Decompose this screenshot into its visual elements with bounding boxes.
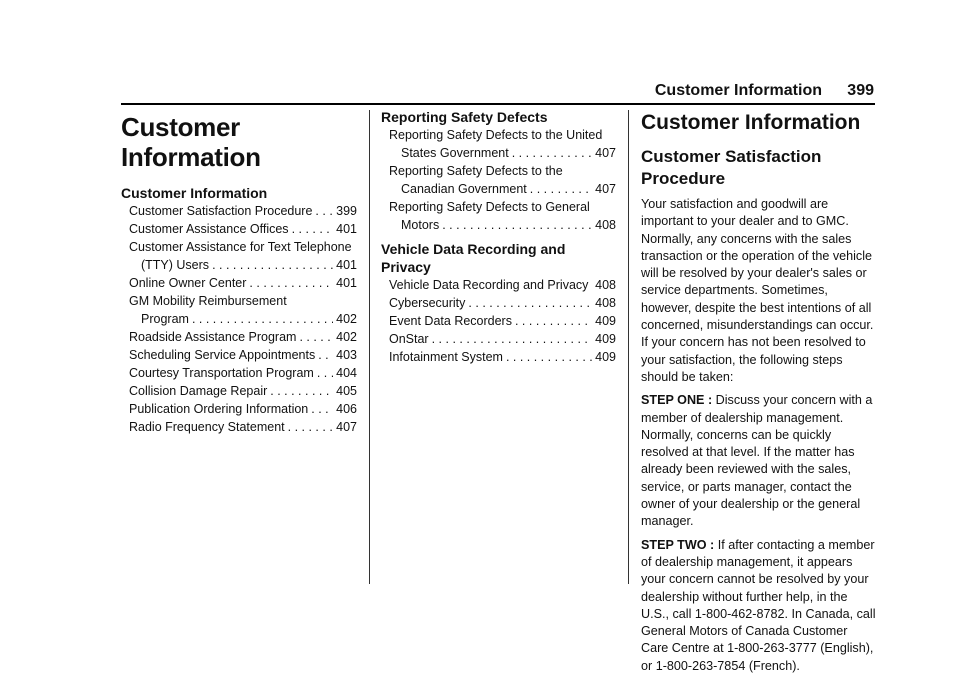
toc-entry-title-line: GM Mobility Reimbursement [129,294,287,308]
dot-leader [515,312,592,330]
toc-page-number: 402 [336,330,357,344]
toc-entry-title-line: Reporting Safety Defects to General [389,200,590,214]
toc-entry-row [381,276,616,294]
toc-entry-title: Radio Frequency Statement [129,420,285,434]
toc-page-number: 407 [595,182,616,196]
toc-entry[interactable] [121,328,357,346]
toc-entry-row [121,310,357,328]
step-two-text: If after contacting a member of dealership management, it appears your concern cannot be resolved by your dealership without further help, in the U.S., call 1-800-462-8782. In Canada, call General Motors of Canada Customer Care Centre at 1-800-263-3777 (English), or 1-800-263-7854 (French). [641,537,876,673]
toc-entry-row [381,312,616,330]
dot-leader [299,328,333,346]
dot-leader [468,294,592,312]
toc-page-number: 401 [336,258,357,272]
step-two-label: STEP TWO : [641,537,715,552]
toc-entry-title: Roadside Assistance Program [129,330,297,344]
toc-entry-title: Program [141,312,189,326]
dot-leader [292,220,334,238]
dot-leader [249,274,333,292]
intro-paragraph: Your satisfaction and goodwill are important to your dealer and to GMC. Normally, any concerns with the sales transaction or the operation of the vehicle will be resolved by your dealer's sales or service departments. Sometimes, however, despite the best intentions of all concerned, misunderstandings can occur. If your concern has not been resolved to your satisfaction, the following steps should be taken: [641,197,874,384]
toc-entry[interactable] [381,162,616,198]
toc-entry-title: Event Data Recorders [389,314,512,328]
toc-page-number: 404 [336,366,357,380]
step-one-paragraph [641,392,877,530]
toc-page-number: 409 [595,332,616,346]
toc-page-number: 408 [595,278,616,292]
body-column [641,110,877,675]
toc-entry-row [121,328,357,346]
toc-entry-row [381,144,616,162]
toc-page-number: 403 [336,348,357,362]
toc-entry[interactable] [121,382,357,400]
toc-entry-title: Infotainment System [389,350,503,364]
toc-entry-title: Collision Damage Repair [129,384,268,398]
toc-list [381,126,616,234]
toc-entry-title-line: Reporting Safety Defects to the [389,164,563,178]
toc-entry-title: (TTY) Users [141,258,210,272]
dot-leader [432,330,593,348]
toc-list [381,276,616,366]
toc-entry-row [121,202,357,220]
toc-entry-row [121,364,357,382]
toc-page-number: 407 [336,420,357,434]
running-header-title: Customer Information [654,82,822,99]
dot-leader [315,202,333,220]
toc-entry-row [121,400,357,418]
dot-leader [506,348,592,366]
toc-entry[interactable] [381,126,616,162]
toc-page-number: 408 [595,296,616,310]
toc-page-number: 406 [336,402,357,416]
toc-entry[interactable] [121,220,357,238]
toc-column-1 [121,112,357,436]
toc-entry-row [381,330,616,348]
toc-entry-title: Courtesy Transportation Program [129,366,314,380]
toc-entry-row [381,180,616,198]
toc-section-heading-safety: Reporting Safety Defects [381,109,548,125]
toc-entry[interactable] [381,312,616,330]
step-two-paragraph [641,537,877,675]
toc-column-2 [381,108,616,366]
dot-leader [591,276,592,294]
toc-entry-title: OnStar [389,332,429,346]
toc-entry-title: Online Owner Center [129,276,247,290]
toc-page-number: 409 [595,314,616,328]
toc-page-number: 399 [336,204,357,218]
toc-entry-row [121,346,357,364]
toc-entry[interactable] [381,198,616,234]
page-number: 399 [847,82,874,99]
toc-entry[interactable] [381,330,616,348]
toc-entry-row [381,216,616,234]
toc-entry-title: Vehicle Data Recording and Privacy [389,278,589,292]
dot-leader [270,382,333,400]
toc-entry-title: Scheduling Service Appointments [129,348,316,362]
dot-leader [212,256,333,274]
toc-entry[interactable] [121,292,357,328]
toc-entry-title-line: Reporting Safety Defects to the United [389,128,603,142]
header-rule [121,103,875,105]
column-divider-right [628,110,629,584]
toc-entry-row [121,418,357,436]
toc-page-number: 409 [595,350,616,364]
toc-entry-row [381,294,616,312]
toc-entry-title-line: Customer Assistance for Text Telephone [129,240,352,254]
dot-leader [530,180,592,198]
dot-leader [192,310,333,328]
toc-entry[interactable] [121,346,357,364]
toc-entry-title: States Government [401,146,509,160]
toc-entry-title: Customer Assistance Offices [129,222,289,236]
toc-entry-row [381,348,616,366]
section-title: Customer Information [641,111,861,134]
toc-entry[interactable] [121,274,357,292]
toc-entry-title: Publication Ordering Information [129,402,309,416]
toc-page-number: 407 [595,146,616,160]
toc-entry-title: Motors [401,218,440,232]
toc-entry-row [121,382,357,400]
running-header [600,82,874,104]
toc-entry-title: Cybersecurity [389,296,466,310]
toc-page-number: 405 [336,384,357,398]
toc-page-number: 402 [336,312,357,326]
step-one-text: Discuss your concern with a member of dealership management. Normally, concerns can be quickly resolved at that level. If the matter has already been reviewed with the sales, service, or parts manager, contact the owner of your dealership or the general manager. [641,393,873,529]
toc-section-heading: Customer Information [121,185,268,201]
chapter-title: Customer Information [121,112,261,172]
toc-section-heading-data-recording: Vehicle Data Recording and Privacy [381,241,566,275]
dot-leader [442,216,592,234]
toc-entry[interactable] [381,294,616,312]
toc-entry[interactable] [121,364,357,382]
toc-entry-row [121,256,357,274]
toc-entry[interactable] [121,400,357,418]
column-divider-left [369,110,370,584]
toc-entry-row [121,274,357,292]
step-one-label: STEP ONE : [641,393,713,408]
toc-entry[interactable] [121,238,357,274]
dot-leader [318,346,333,364]
toc-entry[interactable] [381,276,616,294]
dot-leader [317,364,333,382]
toc-page-number: 401 [336,276,357,290]
toc-entry-title: Customer Satisfaction Procedure [129,204,313,218]
toc-page-number: 408 [595,218,616,232]
toc-entry-row [121,220,357,238]
toc-entry-title: Canadian Government [401,182,527,196]
dot-leader [288,418,334,436]
toc-page-number: 401 [336,222,357,236]
toc-entry[interactable] [121,202,357,220]
toc-entry[interactable] [381,348,616,366]
dot-leader [311,400,333,418]
toc-entry[interactable] [121,418,357,436]
dot-leader [512,144,592,162]
subsection-title: Customer Satisfaction Procedure [641,147,822,188]
toc-list [121,202,357,436]
